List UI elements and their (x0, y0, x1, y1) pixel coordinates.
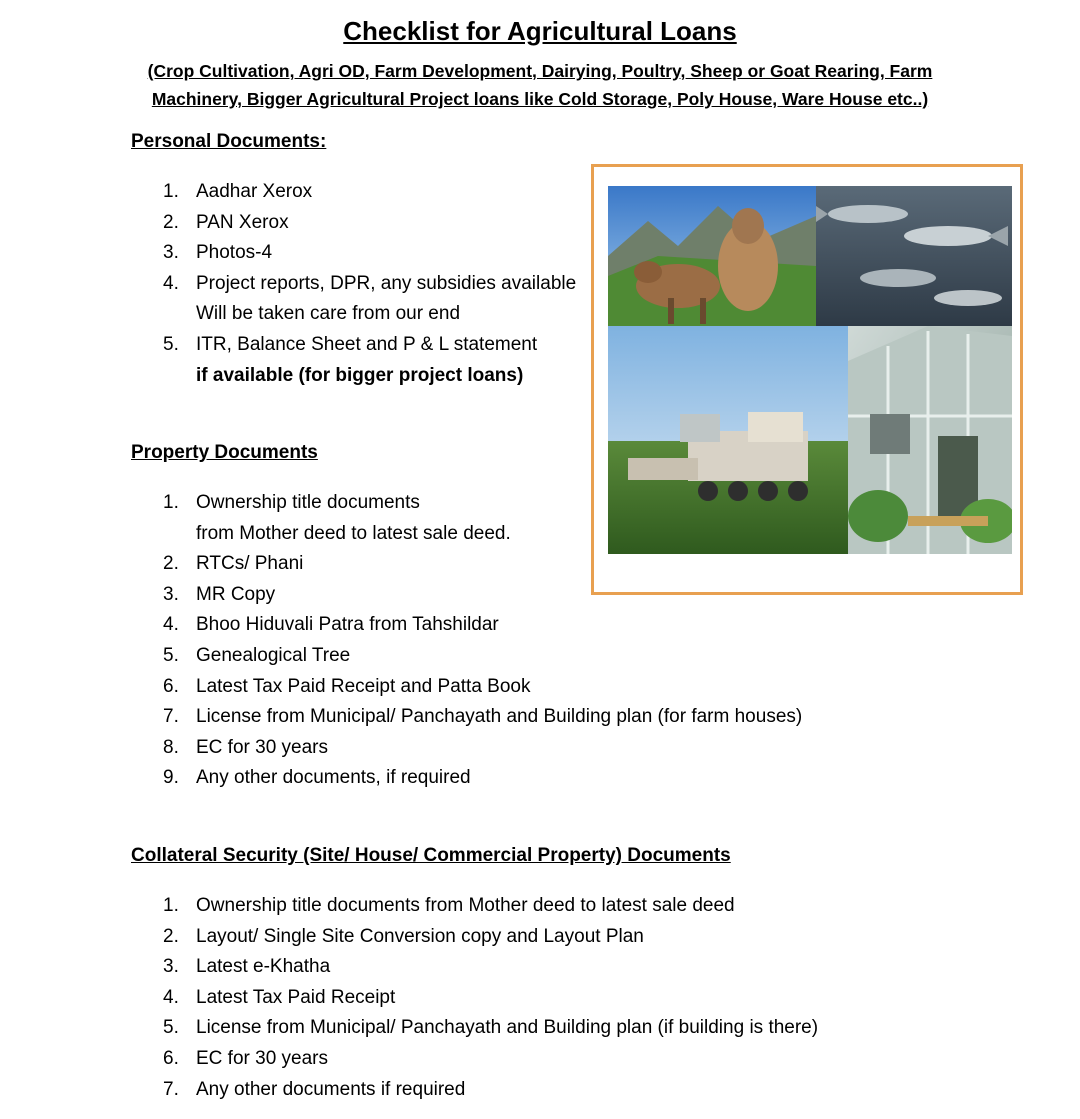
list-item-number: 1. (163, 895, 179, 916)
collateral-documents-list (131, 891, 818, 1105)
list-item-number: 6. (163, 1047, 179, 1069)
list-item-bold-note: if available (for bigger project loans) (196, 364, 524, 386)
property-document-item (131, 672, 802, 703)
list-item-text: EC for 30 years (196, 1047, 328, 1069)
list-item-number: 4. (163, 272, 179, 294)
collateral-document-item (131, 922, 818, 953)
list-item-text: ITR, Balance Sheet and P & L statement (196, 333, 538, 355)
list-item-text: PAN Xerox (196, 211, 289, 233)
list-item-text: Latest Tax Paid Receipt and Patta Book (196, 675, 531, 697)
list-item-number: 5. (163, 333, 179, 355)
agriculture-collage-image (608, 186, 1012, 554)
fish-photo (816, 186, 1012, 326)
personal-document-item (131, 330, 576, 391)
list-item-number: 4. (163, 614, 179, 636)
personal-documents-list (131, 177, 576, 391)
agriculture-photo-frame (591, 164, 1023, 595)
list-item-number: 2. (163, 925, 179, 947)
list-item-number: 3. (163, 956, 179, 978)
list-item-text: Latest Tax Paid Receipt (196, 986, 396, 1008)
cows-photo (608, 186, 816, 326)
list-item-number: 6. (163, 675, 179, 697)
collateral-documents-heading: Collateral Security (Site/ House/ Commercial Property) Documents (131, 845, 731, 866)
list-item-text: EC for 30 years (196, 736, 328, 758)
list-item-text: Project reports, DPR, any subsidies available (196, 272, 577, 294)
collateral-document-item (131, 1075, 818, 1106)
page-subtitle (140, 57, 940, 113)
personal-documents-heading: Personal Documents: (131, 131, 327, 152)
list-item-number: 2. (163, 211, 179, 233)
personal-document-item (131, 208, 576, 239)
collateral-document-item (131, 1013, 818, 1044)
list-item-text: Photos-4 (196, 242, 273, 264)
list-item-number: 1. (163, 181, 179, 202)
greenhouse-photo (848, 326, 1012, 554)
list-item-continuation: from Mother deed to latest sale deed. (196, 522, 511, 544)
list-item-continuation: Will be taken care from our end (196, 303, 461, 325)
list-item-number: 7. (163, 1078, 179, 1100)
list-item-text: Layout/ Single Site Conversion copy and Layout Plan (196, 925, 644, 947)
list-item-text: Latest e-Khatha (196, 956, 331, 978)
list-item-text: MR Copy (196, 583, 276, 605)
list-item-text: Any other documents, if required (196, 767, 471, 789)
collateral-document-item (131, 983, 818, 1014)
list-item-number: 8. (163, 736, 179, 758)
list-item-text: RTCs/ Phani (196, 553, 304, 575)
list-item-text: Bhoo Hiduvali Patra from Tahshildar (196, 614, 499, 636)
collateral-document-item (131, 891, 818, 922)
list-item-number: 1. (163, 492, 179, 513)
subtitle-line-1: (Crop Cultivation, Agri OD, Farm Development, Dairying, Poultry, Sheep or Goat Rearing, Farm (147, 61, 933, 81)
list-item-text: Ownership title documents (196, 492, 420, 513)
property-document-item (131, 702, 802, 733)
list-item-number: 7. (163, 706, 179, 728)
list-item-text: Any other documents if required (196, 1078, 466, 1100)
collateral-document-item (131, 952, 818, 983)
personal-document-item (131, 238, 576, 269)
list-item-text: License from Municipal/ Panchayath and Building plan (for farm houses) (196, 706, 803, 728)
collateral-document-item (131, 1044, 818, 1075)
list-item-number: 5. (163, 1017, 179, 1039)
list-item-text: Aadhar Xerox (196, 181, 313, 202)
list-item-text: Ownership title documents from Mother deed to latest sale deed (196, 895, 735, 916)
list-item-number: 3. (163, 242, 179, 264)
property-document-item (131, 733, 802, 764)
list-item-number: 5. (163, 644, 179, 666)
personal-document-item (131, 177, 576, 208)
property-document-item (131, 763, 802, 794)
list-item-number: 9. (163, 767, 179, 789)
subtitle-line-2: Machinery, Bigger Agricultural Project loans like Cold Storage, Poly House, Ware House etc..) (151, 89, 929, 109)
property-documents-heading: Property Documents (131, 442, 318, 463)
list-item-number: 3. (163, 583, 179, 605)
harvester-photo (608, 326, 848, 554)
list-item-number: 2. (163, 553, 179, 575)
personal-document-item (131, 269, 576, 330)
property-document-item (131, 610, 802, 641)
list-item-text: Genealogical Tree (196, 644, 351, 666)
property-document-item (131, 641, 802, 672)
list-item-number: 4. (163, 986, 179, 1008)
page-title: Checklist for Agricultural Loans (343, 16, 737, 46)
list-item-text: License from Municipal/ Panchayath and Building plan (if building is there) (196, 1017, 819, 1039)
